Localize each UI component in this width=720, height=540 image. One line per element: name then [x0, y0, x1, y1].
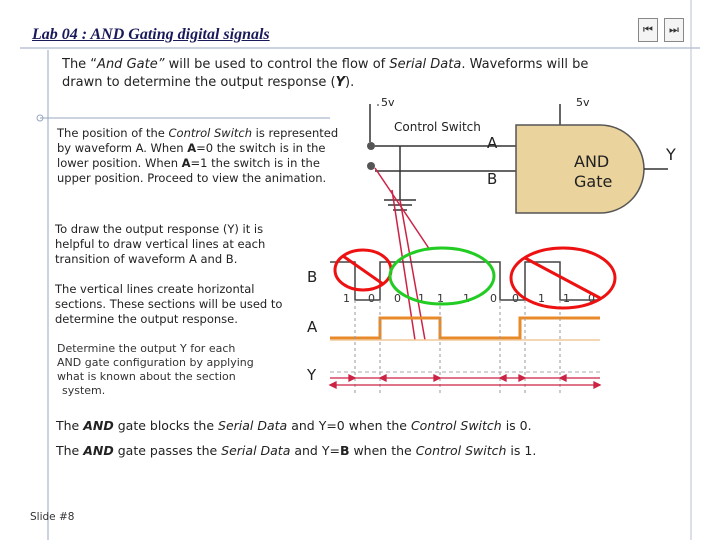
page-title: Lab 04 : AND Gating digital signals — [32, 26, 270, 43]
wave-b-label: B — [307, 268, 318, 286]
vcc-right-label: 5v — [576, 96, 590, 109]
gate-input-b-label: B — [487, 170, 498, 188]
b-bit-digit: 1 — [563, 292, 570, 305]
vcc-left-label: 5v — [381, 96, 395, 109]
b-bit-digit: 1 — [418, 292, 425, 305]
gate-output-y-label: Y — [666, 145, 676, 164]
gate-label-and: AND — [574, 152, 610, 171]
skip-forward-icon: ⏭ — [669, 23, 679, 36]
pass-circle — [390, 248, 494, 304]
b-bit-digit: 0 — [512, 292, 519, 305]
control-switch-paragraph: The position of the Control Switch is represented by waveform A. When A=0 the switch is in the lower position. When A=1 the switch is in the upper position. Proceed to view the animation. — [57, 126, 339, 185]
wave-b-trace — [330, 262, 600, 300]
pass-rule-text: The AND gate passes the Serial Data and Y=B when the Control Switch is 1. — [56, 443, 537, 458]
b-bit-digit: 1 — [538, 292, 545, 305]
b-bit-digit: 1 — [343, 292, 350, 305]
wave-y-label: Y — [307, 366, 317, 384]
draw-lines-paragraph: To draw the output response (Y) it is helpful to draw vertical lines at each transition of waveform A and B. — [55, 222, 266, 266]
wave-a-label: A — [307, 318, 318, 336]
b-bit-digit: 1 — [437, 292, 444, 305]
b-bit-digit: 0 — [490, 292, 497, 305]
overlap-text: Determine the output Y for each AND gate configuration by applying what is known about the section system. — [57, 342, 254, 397]
intro-text: The “And Gate” will be used to control the flow of Serial Data. Waveforms will be drawn to determine the output response (Y). — [62, 57, 589, 90]
gate-input-a-label: A — [487, 134, 498, 152]
gate-label-gate: Gate — [574, 172, 613, 191]
slide-number: Slide #8 — [30, 511, 75, 523]
block-rule-text: The AND gate blocks the Serial Data and Y=0 when the Control Switch is 0. — [56, 418, 532, 433]
b-bit-digit: 0 — [588, 292, 595, 305]
skip-back-icon: ⏮ — [643, 23, 653, 36]
b-bit-digit: 0 — [394, 292, 401, 305]
b-bit-digit: 1 — [463, 292, 470, 305]
sections-paragraph: The vertical lines create horizontal sections. These sections will be used to determine the output response. — [55, 282, 283, 326]
control-switch-label: Control Switch — [394, 120, 481, 134]
b-bit-digit: 0 — [368, 292, 375, 305]
